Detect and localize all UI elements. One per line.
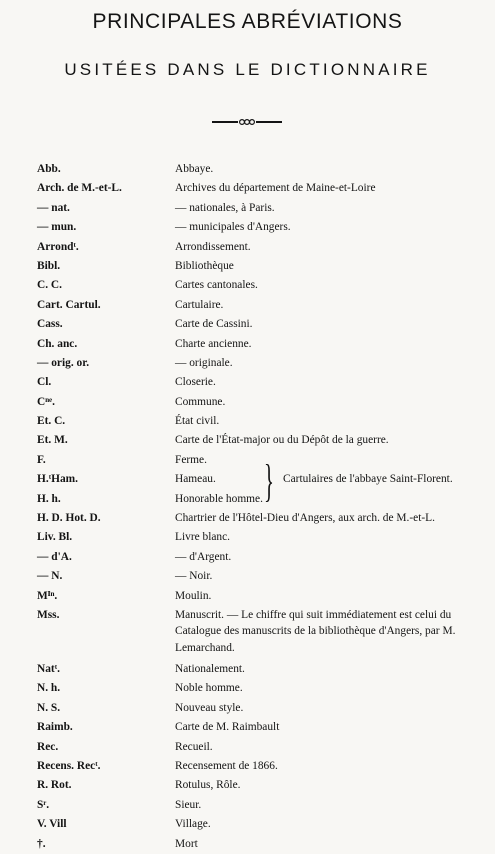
abbreviation-row (0, 606, 495, 660)
abbreviation-row (0, 373, 495, 392)
abbreviation-term: — N. (37, 570, 63, 583)
abbreviation-definition: Commune. (175, 395, 226, 408)
page-title: PRINCIPALES ABRÉVIATIONS (92, 10, 403, 33)
abbreviation-term: Raimb. (37, 721, 73, 734)
abbreviation-row (0, 699, 495, 718)
abbreviation-row (0, 335, 495, 354)
abbreviation-definition: Mort (175, 837, 198, 850)
abbreviation-definition: Carte de Cassini. (175, 318, 253, 331)
abbreviation-term: F. (37, 453, 46, 466)
abbreviation-definition: Livre blanc. (175, 531, 231, 544)
abbreviation-term: — nat. (37, 201, 70, 214)
abbreviation-term: V. Vill (37, 818, 67, 831)
abbreviation-term: N. h. (37, 682, 61, 695)
abbreviation-definition: Closerie. (175, 376, 216, 389)
abbreviation-definition: Moulin. (175, 589, 212, 602)
abbreviation-row (0, 296, 495, 315)
abbreviation-definition: Recensement de 1866. (175, 759, 278, 772)
abbreviation-row (0, 218, 495, 237)
abbreviation-term: C. C. (37, 279, 62, 292)
abbreviation-term: — mun. (37, 221, 77, 234)
abbreviation-row (0, 660, 495, 679)
abbreviation-row (0, 412, 495, 431)
brace-note: Cartulaires de l'abbaye Saint-Florent. (283, 473, 453, 485)
abbreviation-definition: État civil. (175, 415, 220, 428)
abbreviation-row (0, 548, 495, 567)
abbreviation-definition: Chartrier de l'Hôtel-Dieu d'Angers, aux arch. de M.-et-L. (175, 512, 435, 525)
abbreviation-definition: Rotulus, Rôle. (175, 779, 241, 792)
abbreviation-term: Et. M. (37, 434, 68, 447)
abbreviation-row (0, 393, 495, 412)
abbreviation-definition: Cartes cantonales. (175, 279, 258, 292)
abbreviation-definition: Arrondissement. (175, 240, 251, 253)
abbreviation-term: Abb. (37, 163, 61, 175)
abbreviation-row (0, 679, 495, 698)
abbreviation-definition: Cartulaire. (175, 298, 224, 311)
abbreviation-term: H.ᵗHam. (37, 473, 79, 486)
abbreviation-row (0, 257, 495, 276)
abbreviation-term: Mᴵⁿ. (37, 589, 58, 602)
abbreviation-row (0, 179, 495, 198)
abbreviation-row (0, 276, 495, 295)
abbreviation-term: Cart. Cartul. (37, 298, 101, 311)
abbreviation-row (0, 315, 495, 334)
abbreviation-row (0, 776, 495, 795)
abbreviation-row (0, 199, 495, 218)
abbreviation-row (0, 835, 495, 854)
abbreviation-term: Recens. Recᵗ. (37, 759, 101, 772)
abbreviation-definition: — d'Argent. (175, 550, 232, 563)
abbreviation-term: Cl. (37, 376, 52, 389)
abbreviation-term: — orig. or. (37, 356, 90, 369)
ornament-divider (212, 117, 282, 127)
abbreviation-definition: Carte de M. Raimbault (175, 721, 280, 734)
abbreviation-definition: Village. (175, 818, 211, 831)
abbreviation-definition: Nationalement. (175, 662, 245, 675)
abbreviation-row (0, 718, 495, 737)
abbreviation-term: R. Rot. (37, 779, 72, 792)
abbreviation-row (0, 528, 495, 547)
abbreviation-definition: Noble homme. (175, 682, 243, 695)
abbreviation-term: Sʳ. (37, 798, 50, 811)
abbreviation-row (0, 160, 495, 179)
abbreviation-term: Cⁿᵉ. (37, 395, 55, 408)
abbreviation-row (0, 451, 495, 470)
abbreviation-definition: Abbaye. (175, 163, 214, 175)
abbreviation-list (0, 160, 495, 854)
abbreviation-term: Cass. (37, 318, 63, 331)
abbreviation-term: Natᵗ. (37, 662, 60, 675)
abbreviation-term: Arch. de M.-et-L. (37, 182, 122, 195)
abbreviation-row (0, 757, 495, 776)
abbreviation-row (0, 490, 495, 509)
abbreviation-definition: Bibliothèque (175, 259, 234, 272)
abbreviation-term: H. h. (37, 492, 61, 505)
abbreviation-definition: — originale. (175, 356, 233, 369)
abbreviation-definition: Sieur. (175, 798, 202, 811)
abbreviation-definition: — Noir. (175, 570, 213, 583)
abbreviation-definition: Recueil. (175, 740, 213, 753)
abbreviation-term: Bibl. (37, 259, 61, 272)
abbreviation-definition: Hameau. (175, 473, 216, 486)
abbreviation-term: Arrondᵗ. (37, 240, 79, 253)
abbreviation-term: H. D. Hot. D. (37, 512, 101, 525)
abbreviation-row (0, 509, 495, 528)
abbreviation-row (0, 738, 495, 757)
abbreviation-definition: — nationales, à Paris. (175, 201, 275, 214)
abbreviation-definition: Ferme. (175, 453, 207, 466)
page-subtitle: USITÉES DANS LE DICTIONNAIRE (64, 60, 431, 79)
abbreviation-term: Et. C. (37, 415, 66, 428)
abbreviation-row (0, 238, 495, 257)
abbreviation-row (0, 815, 495, 834)
abbreviation-term: Mss. (37, 608, 60, 621)
abbreviation-definition: — municipales d'Angers. (175, 221, 291, 234)
abbreviation-term: N. S. (37, 701, 61, 714)
abbreviation-row (0, 587, 495, 606)
brace-symbol: } (264, 455, 274, 506)
abbreviation-definition: Carte de l'État-major ou du Dépôt de la guerre. (175, 434, 389, 447)
abbreviation-row (0, 567, 495, 586)
abbreviation-term: Liv. Bl. (37, 531, 73, 544)
abbreviation-definition: Nouveau style. (175, 701, 244, 714)
abbreviation-definition: Manuscrit. — Le chiffre qui suit immédiatement est celui du Catalogue des manuscrits de la bibliothèque d'Angers, par M. Lemarchand. (175, 608, 456, 654)
abbreviation-definition: Honorable homme. (175, 492, 263, 505)
abbreviation-term: — d'A. (37, 550, 72, 563)
abbreviation-term: †. (37, 837, 46, 850)
abbreviation-definition: Charte ancienne. (175, 337, 252, 350)
abbreviation-term: Rec. (37, 740, 59, 753)
abbreviation-row (0, 354, 495, 373)
abbreviation-row (0, 796, 495, 815)
abbreviation-row (0, 431, 495, 450)
abbreviation-definition: Archives du département de Maine-et-Loire (175, 182, 376, 195)
abbreviation-term: Ch. anc. (37, 337, 78, 350)
